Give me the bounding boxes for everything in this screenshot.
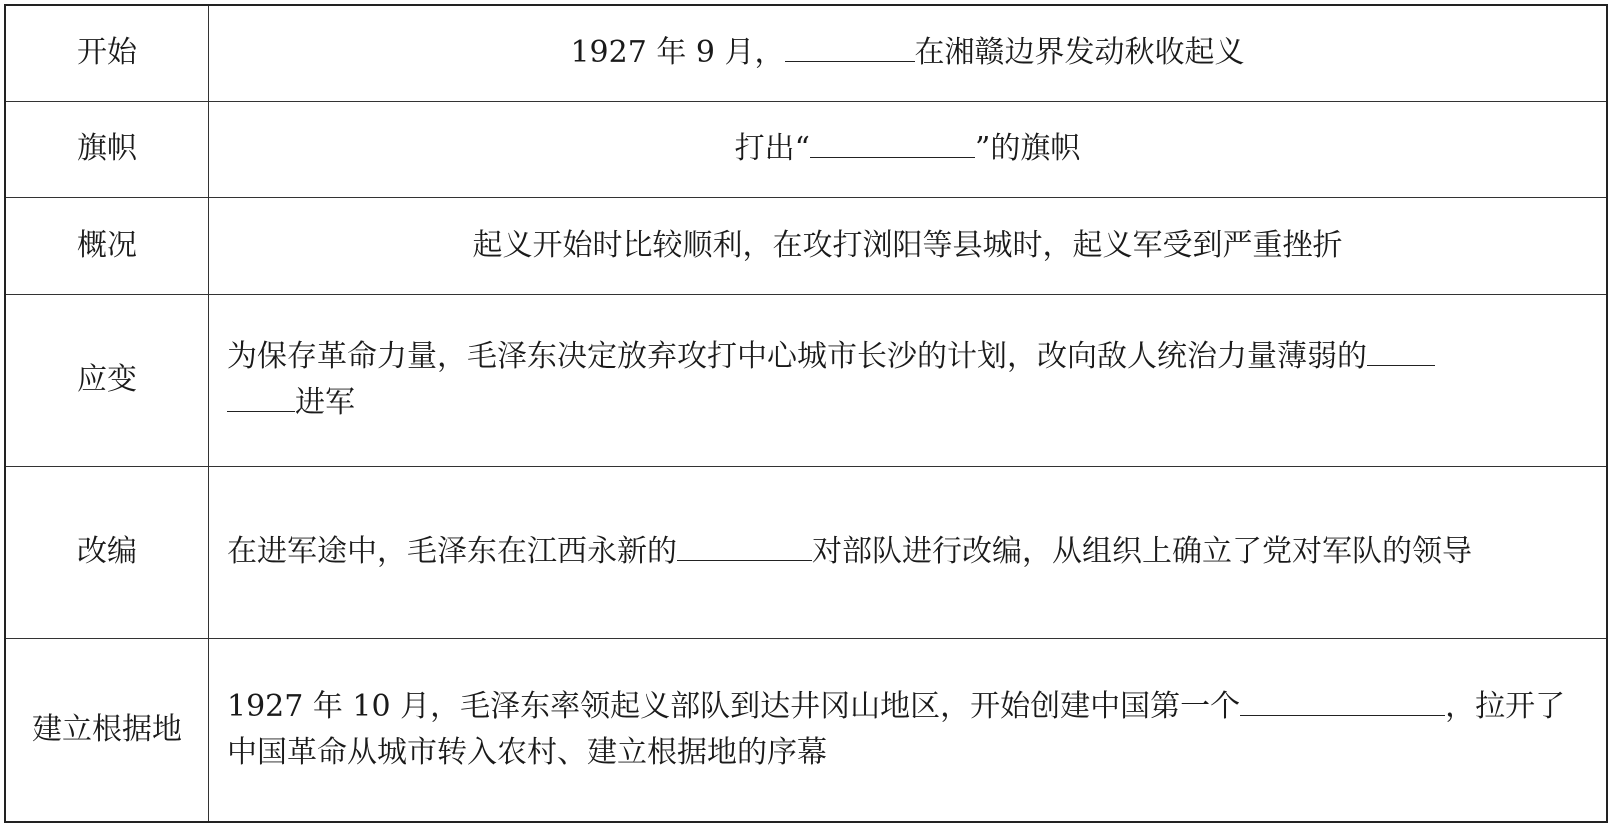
- answer-blank[interactable]: [810, 127, 975, 158]
- row-content: [209, 638, 1608, 822]
- answer-blank[interactable]: [1367, 335, 1435, 366]
- row-label: 概况: [5, 197, 209, 294]
- row-label: 建立根据地: [5, 638, 209, 822]
- answer-blank[interactable]: [785, 31, 915, 62]
- row-content: [209, 5, 1608, 101]
- content-text: 在湘赣边界发动秋收起义: [914, 35, 1245, 71]
- content-text: 1927 年 10 月，毛泽东率领起义部队到达井冈山地区，开始创建中国第一个: [227, 688, 1241, 724]
- autumn-harvest-uprising-table: [4, 4, 1608, 823]
- row-content: 起义开始时比较顺利，在攻打浏阳等县城时，起义军受到严重挫折: [209, 197, 1608, 294]
- row-label: 应变: [5, 294, 209, 466]
- content-text: ”的旗帜: [975, 131, 1081, 166]
- table-row: [5, 466, 1607, 638]
- table-row: [5, 638, 1607, 822]
- table-row: [5, 294, 1607, 466]
- table-row: [5, 101, 1607, 197]
- content-text: 为保存革命力量，毛泽东决定放弃攻打中心城市长沙的计划，改向敌人统治力量薄弱的: [227, 339, 1367, 374]
- row-content: [209, 294, 1608, 466]
- content-text: 打出“: [734, 131, 810, 166]
- content-text: 在进军途中，毛泽东在江西永新的: [227, 534, 677, 569]
- content-text: 对部队进行改编，从组织上确立了党对军队的领导: [812, 534, 1472, 569]
- worksheet: [4, 4, 1608, 821]
- answer-blank-continued[interactable]: [227, 381, 295, 412]
- answer-blank[interactable]: [677, 530, 812, 561]
- answer-blank[interactable]: [1240, 685, 1445, 716]
- table-row: [5, 197, 1607, 294]
- content-text: 进军: [295, 385, 355, 420]
- row-content: [209, 101, 1608, 197]
- row-content: [209, 466, 1608, 638]
- row-label: 改编: [5, 466, 209, 638]
- content-text: ，拉开了中国革命从城市转入农村、建立根据地的序幕: [227, 688, 1566, 770]
- content-text: 1927 年 9 月，: [570, 35, 785, 71]
- row-label: 开始: [5, 5, 209, 101]
- table-row: [5, 5, 1607, 101]
- row-label: 旗帜: [5, 101, 209, 197]
